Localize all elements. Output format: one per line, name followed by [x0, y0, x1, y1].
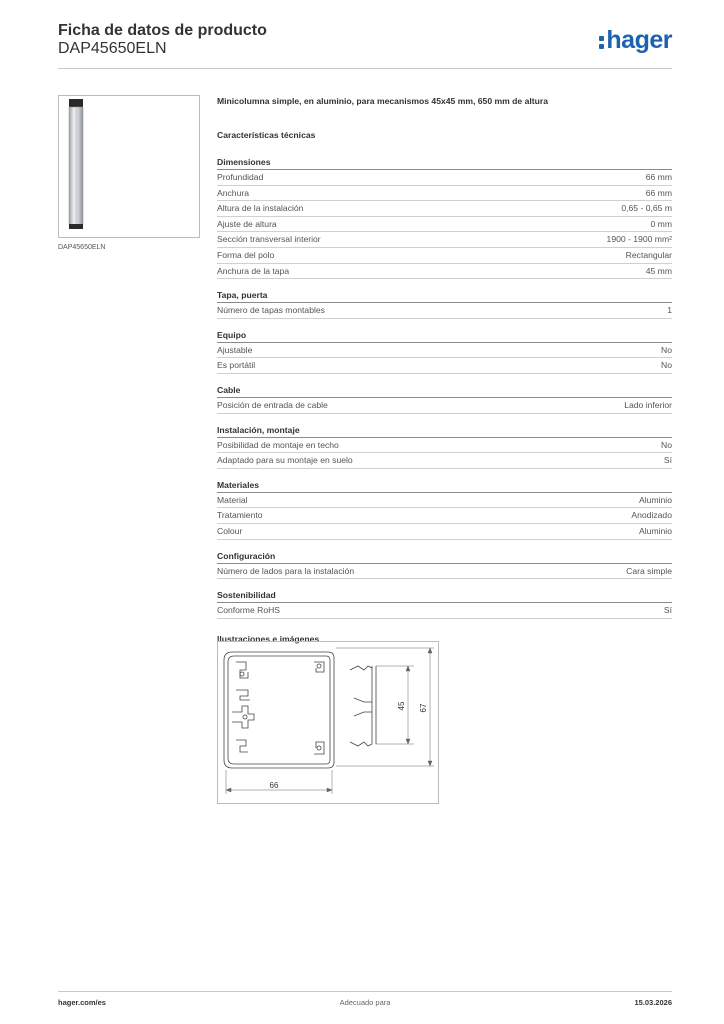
spec-label: Anchura [217, 187, 250, 198]
spec-value: 66 mm [645, 187, 672, 198]
spec-value: 1900 - 1900 mm² [606, 234, 672, 245]
spec-label: Tratamiento [217, 510, 263, 521]
document-title: Ficha de datos de producto [58, 22, 267, 39]
product-details [217, 95, 672, 645]
spec-groups [217, 155, 672, 619]
spec-group [217, 288, 672, 319]
spec-label: Posibilidad de montaje en techo [217, 439, 339, 450]
spec-group [217, 478, 672, 540]
spec-row [217, 303, 672, 319]
spec-row [217, 603, 672, 619]
product-description: Minicolumna simple, en aluminio, para mecanismos 45x45 mm, 650 mm de altura [217, 96, 548, 106]
spec-row [217, 398, 672, 414]
spec-value: Lado inferior [624, 399, 672, 410]
footer-suitable-for: Adecuado para [339, 998, 391, 1007]
minicolumn-image [59, 96, 199, 237]
spec-value: Aluminio [639, 525, 672, 536]
spec-group-title: Materiales [217, 478, 672, 493]
footer-date: 15.03.2026 [634, 998, 672, 1007]
tech-specs-title: Características técnicas [217, 130, 316, 140]
product-code: DAP45650ELN [58, 40, 167, 57]
spec-group-title: Dimensiones [217, 155, 672, 170]
spec-value: Sí [663, 455, 672, 466]
dim-inner-height-label: 45 [397, 701, 406, 711]
footer-website-link[interactable]: hager.com/es [58, 998, 106, 1007]
spec-label: Ajustable [217, 344, 253, 355]
spec-row [217, 232, 672, 248]
spec-group [217, 383, 672, 414]
spec-label: Adaptado para su montaje en suelo [217, 455, 353, 466]
illustrations-title: Ilustraciones e imágenes [217, 633, 320, 644]
spec-group-title: Instalación, montaje [217, 423, 672, 438]
spec-label: Conforme RoHS [217, 605, 281, 616]
spec-row [217, 358, 672, 374]
spec-label: Anchura de la tapa [217, 265, 290, 276]
hager-logo [599, 26, 672, 54]
spec-value: Rectangular [625, 249, 672, 260]
spec-row [217, 564, 672, 580]
spec-value: Anodizado [631, 510, 672, 521]
spec-group-title: Configuración [217, 549, 672, 564]
spec-group-title: Tapa, puerta [217, 288, 672, 303]
product-image-caption: DAP45650ELN [58, 244, 106, 251]
page-header [58, 20, 672, 68]
spec-label: Material [217, 494, 248, 505]
logo-text: hager [606, 26, 672, 54]
spec-group-title: Equipo [217, 328, 672, 343]
spec-label: Altura de la instalación [217, 203, 304, 214]
logo-colon-icon [599, 30, 604, 50]
spec-group [217, 549, 672, 580]
footer-divider [58, 991, 672, 992]
spec-row [217, 453, 672, 469]
dim-outer-height-label: 67 [419, 703, 428, 713]
spec-row [217, 170, 672, 186]
spec-value: Cara simple [626, 565, 672, 576]
spec-label: Sección transversal interior [217, 234, 321, 245]
spec-value: 45 mm [645, 265, 672, 276]
spec-row [217, 343, 672, 359]
spec-label: Es portátil [217, 360, 256, 371]
spec-row [217, 493, 672, 509]
spec-group-title: Cable [217, 383, 672, 398]
spec-value: 0,65 - 0,65 m [621, 203, 672, 214]
spec-group [217, 328, 672, 374]
product-image [58, 95, 200, 238]
spec-value: No [661, 344, 672, 355]
spec-value: No [661, 360, 672, 371]
spec-label: Colour [217, 525, 243, 536]
spec-label: Ajuste de altura [217, 218, 277, 229]
spec-value: 66 mm [645, 172, 672, 182]
spec-label: Profundidad [217, 172, 264, 182]
spec-label: Posición de entrada de cable [217, 399, 328, 410]
spec-group-title: Sostenibilidad [217, 588, 672, 603]
spec-value: 1 [667, 305, 672, 316]
spec-row [217, 248, 672, 264]
spec-group [217, 588, 672, 619]
dim-width-label: 66 [269, 781, 279, 790]
spec-group [217, 423, 672, 469]
spec-value: Aluminio [639, 494, 672, 505]
spec-label: Número de tapas montables [217, 305, 325, 316]
spec-row [217, 438, 672, 454]
technical-drawing [217, 641, 439, 804]
cross-section-drawing [218, 642, 438, 803]
spec-label: Número de lados para la instalación [217, 565, 355, 576]
spec-value: No [661, 439, 672, 450]
spec-group [217, 155, 672, 279]
page-footer [58, 998, 672, 1010]
spec-row [217, 264, 672, 280]
spec-value: 0 mm [650, 218, 672, 229]
spec-row [217, 524, 672, 540]
header-divider [58, 68, 672, 69]
spec-row [217, 508, 672, 524]
spec-value: Sí [663, 605, 672, 616]
spec-row [217, 217, 672, 233]
spec-label: Forma del polo [217, 249, 275, 260]
spec-row [217, 186, 672, 202]
spec-row [217, 201, 672, 217]
